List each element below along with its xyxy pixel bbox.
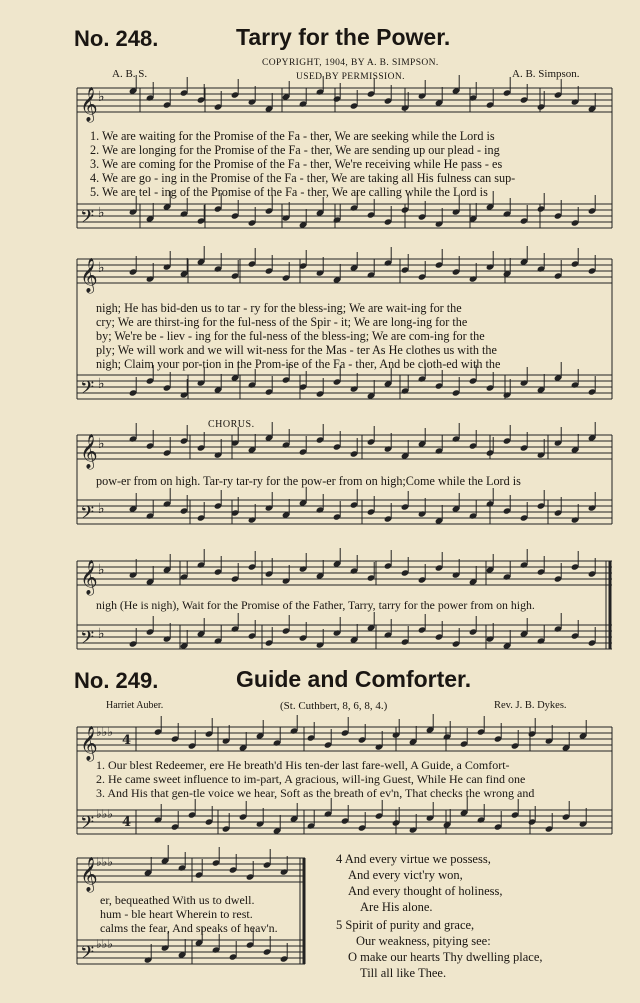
hymn-249-words-credit: Harriet Auber. [106,700,164,711]
staff-248-1-bass [77,204,612,228]
hymn-249-system-2-lyrics [100,893,278,935]
verse-line: O make our hearts Thy dwelling place, [348,950,543,964]
lyric-line: by; We're be - liev - ing for the ful-ness of the bless-ing; We are com-ing for the [96,329,485,343]
svg-text:𝄢: 𝄢 [80,207,95,232]
hymn-248-words-credit: A. B. S. [112,68,148,80]
staff-248-3-bass [77,500,612,524]
staff-248-4-bass [77,625,612,649]
svg-text:𝄢: 𝄢 [80,943,95,968]
svg-text:𝄢: 𝄢 [80,378,95,403]
lyric-line: 2. We are longing for the Promise of the Fa - ther, We are sending up our plead - ing [90,143,500,157]
svg-text:♭: ♭ [98,562,105,578]
verse-line: And every thought of holiness, [348,884,503,898]
chorus-label: CHORUS. [208,419,255,430]
svg-text:𝄞: 𝄞 [80,258,98,293]
staff-248-3-treble [77,435,612,459]
svg-text:4: 4 [122,733,132,748]
svg-text:♭♭♭: ♭♭♭ [96,937,113,951]
verse-line: Our weakness, pitying see: [356,934,491,948]
svg-text:♭: ♭ [98,376,105,392]
staff-248-2-bass [77,375,612,399]
svg-text:𝄞: 𝄞 [80,434,98,469]
svg-text:𝄢: 𝄢 [80,813,95,838]
svg-text:♭: ♭ [98,260,105,276]
svg-text:𝄞: 𝄞 [80,87,98,122]
svg-text:𝄞: 𝄞 [80,857,98,892]
verse-number: 4 [336,852,343,866]
svg-text:𝄢: 𝄢 [80,628,95,653]
verse-line: And every virtue we possess, [344,852,491,866]
hymn-248-copyright: COPYRIGHT, 1904, BY A. B. SIMPSON. [262,58,439,68]
hymn-249-number: No. 249. [74,668,159,693]
svg-text:♭: ♭ [98,501,105,517]
staff-248-2-treble [77,259,612,283]
verse-5 [336,917,543,981]
hymn-249-system-1-lyrics [96,758,534,800]
svg-text:♭♭♭: ♭♭♭ [96,807,113,821]
svg-text:♭: ♭ [98,205,105,221]
svg-text:4: 4 [122,815,132,830]
lyric-line: 3. And His that gen-tle voice we hear, Soft as the breath of ev'n, That checks the wrong and [96,786,535,800]
lyric-line: 1. We are waiting for the Promise of the Fa - ther, We are seeking while the Lord is [90,129,495,143]
svg-text:𝄞: 𝄞 [80,726,98,761]
svg-text:♭♭♭: ♭♭♭ [96,855,113,869]
lyric-line: ply; We will work and we will wit-ness for the Mas - ter As He clothes us with the [96,343,497,357]
verse-4 [336,851,503,915]
staff-248-1-treble [77,88,612,112]
hymn-248-title: Tarry for the Power. [236,24,451,50]
lyric-line: 1. Our blest Redeemer, ere He breath'd His ten-der last fare-well, A Guide, a Comfort- [96,758,510,772]
lyric-line: calms the fear, And speaks of heav'n. [100,921,278,935]
hymn-248-music-credit: A. B. Simpson. [512,68,580,80]
verse-line: Are His alone. [360,900,433,914]
hymn-249-title: Guide and Comforter. [236,666,472,692]
hymn-249-tune: (St. Cuthbert, 8, 6, 8, 4.) [280,700,388,712]
verse-number: 5 [336,918,343,932]
lyric-line: er, bequeathed With us to dwell. [100,893,255,907]
lyric-line: cry; We are thirst-ing for the ful-ness of the Spir - it; We are long-ing for the [96,315,468,329]
svg-text:𝄞: 𝄞 [80,560,98,595]
hymn-249-music-credit: Rev. J. B. Dykes. [494,700,567,711]
hymn-248-permission: USED BY PERMISSION. [296,72,405,82]
hymn-248-system-2-lyrics [96,301,500,371]
lyric-line: hum - ble heart Wherein to rest. [100,907,253,921]
staff-248-4-treble [77,561,612,585]
svg-text:♭♭♭: ♭♭♭ [96,725,113,739]
lyric-line: 4. We are go - ing in the Promise of the Fa - ther, We are taking all His fulness can sup- [90,171,516,185]
hymn-248-system-4-lyrics: nigh (He is nigh), Wait for the Promise of the Father, Tarry, tarry for the power from on high. [96,598,535,612]
svg-text:♭: ♭ [98,89,105,105]
verse-line: And every vict'ry won, [348,868,463,882]
hymn-248-system-1-lyrics [90,129,515,199]
svg-text:𝄢: 𝄢 [80,503,95,528]
hymn-248-system-3-lyrics: pow-er from on high. Tar-ry tar-ry for the pow-er from on high;Come while the Lord is [96,474,521,488]
lyric-line: nigh; Claim your por-tion in the Prom-ise of the Fa - ther, And be cloth-ed with the [96,357,501,371]
lyric-line: 5. We are tel - ing of the Promise of the Fa - ther, We are calling while the Lord is [90,185,488,199]
hymn-248-number: No. 248. [74,26,159,51]
svg-text:♭: ♭ [98,626,105,642]
lyric-line: nigh; He has bid-den us to tar - ry for the bless-ing; We are wait-ing for the [96,301,462,315]
lyric-line: 2. He came sweet influence to im-part, A gracious, will-ing Guest, While He can find one [96,772,526,786]
lyric-line: 3. We are coming for the Promise of the Fa - ther, We're receiving while He pass - es [90,157,503,171]
svg-text:♭: ♭ [98,436,105,452]
verse-line: Till all like Thee. [360,966,447,980]
verse-line: Spirit of purity and grace, [345,918,475,932]
